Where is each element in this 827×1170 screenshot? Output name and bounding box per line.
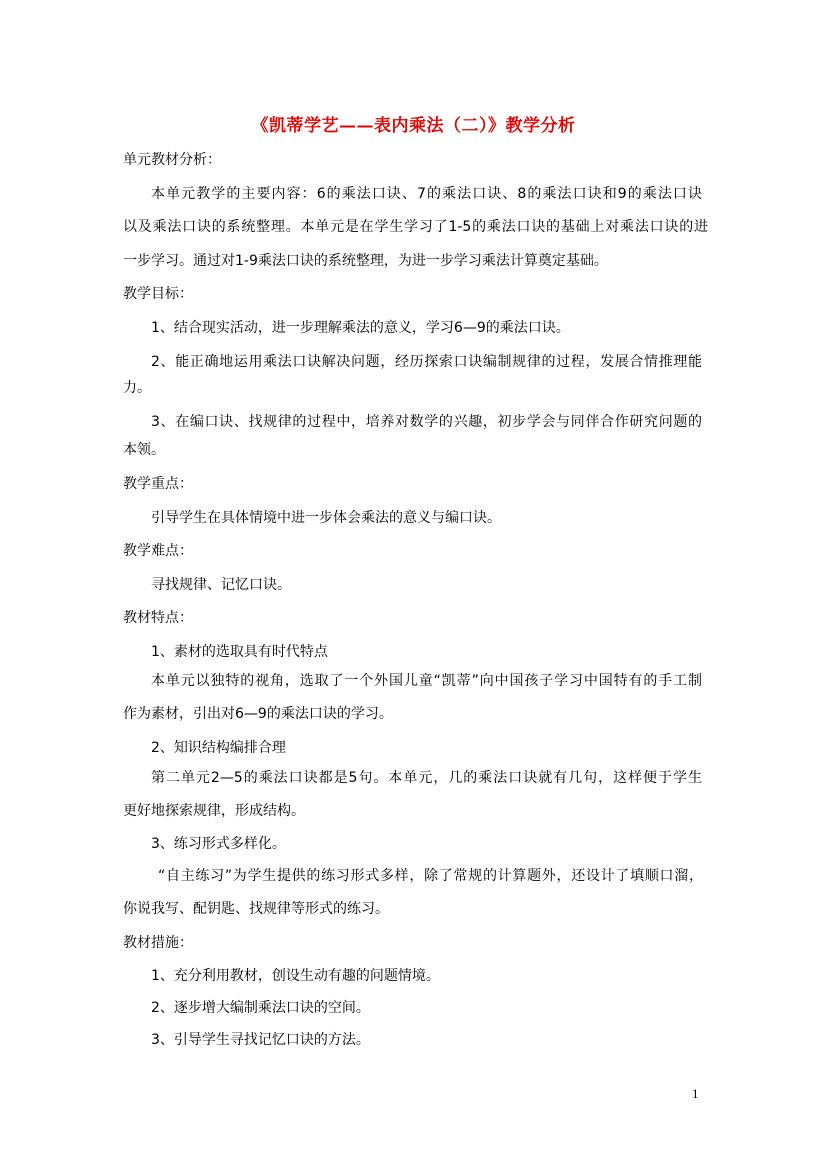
- paragraph-line: 力。: [123, 380, 151, 396]
- paragraph-line: “自主练习”为学生提供的练习形式多样，除了常规的计算题外，还设计了填顺口溜，: [158, 868, 703, 884]
- paragraph-line: 以及乘法口诀的系统整理。本单元是在学生学习了1-5的乘法口诀的基础上对乘法口诀的进: [123, 219, 708, 235]
- paragraph-line: 更好地探索规律，形成结构。: [123, 803, 305, 819]
- list-item: 3、练习形式多样化。: [151, 836, 286, 852]
- section-heading: 教学难点：: [123, 543, 193, 559]
- paragraph-line: 寻找规律、记忆口诀。: [151, 577, 291, 593]
- page-number: 1: [692, 1086, 699, 1101]
- section-heading: 教材措施：: [123, 935, 193, 951]
- paragraph-line: 本单元以独特的视角，选取了一个外国儿童“凯蒂”向中国孩子学习中国特有的手工制: [151, 673, 702, 689]
- list-item: 2、逐步增大编制乘法口诀的空间。: [151, 1000, 370, 1016]
- paragraph-line: 本单元教学的主要内容：6的乘法口诀、7的乘法口诀、8的乘法口诀和9的乘法口诀: [151, 186, 702, 202]
- paragraph-line: 作为素材，引出对6—9的乘法口诀的学习。: [123, 706, 393, 722]
- list-item: 1、素材的选取具有时代特点: [151, 644, 328, 660]
- paragraph-line: 第二单元2—5的乘法口诀都是5句。本单元，几的乘法口诀就有几句，这样便于学生: [151, 770, 702, 786]
- paragraph-line: 引导学生在具体情境中进一步体会乘法的意义与编口诀。: [151, 510, 501, 526]
- list-item: 2、能正确地运用乘法口诀解决问题，经历探索口诀编制规律的过程，发展合情推理能: [151, 354, 702, 370]
- paragraph-line: 本领。: [123, 442, 165, 458]
- section-heading: 教学重点：: [123, 476, 193, 492]
- section-heading: 教学目标：: [123, 286, 193, 302]
- paragraph-line: 一步学习。通过对1-9乘法口诀的系统整理，为进一步学习乘法计算奠定基础。: [123, 253, 608, 269]
- list-item: 1、充分利用教材，创设生动有趣的问题情境。: [151, 968, 440, 984]
- section-heading: 单元教材分析：: [123, 152, 221, 168]
- section-heading: 教材特点：: [123, 610, 193, 626]
- list-item: 3、引导学生寻找记忆口诀的方法。: [151, 1032, 370, 1048]
- list-item: 3、在编口诀、找规律的过程中，培养对数学的兴趣，初步学会与同伴合作研究问题的: [151, 414, 702, 430]
- document-title: 《凯蒂学艺——表内乘法（二）》教学分析: [251, 116, 576, 136]
- list-item: 1、结合现实活动，进一步理解乘法的意义，学习6—9的乘法口诀。: [151, 320, 570, 336]
- paragraph-line: 你说我写、配钥匙、找规律等形式的练习。: [123, 901, 389, 917]
- list-item: 2、知识结构编排合理: [151, 740, 286, 756]
